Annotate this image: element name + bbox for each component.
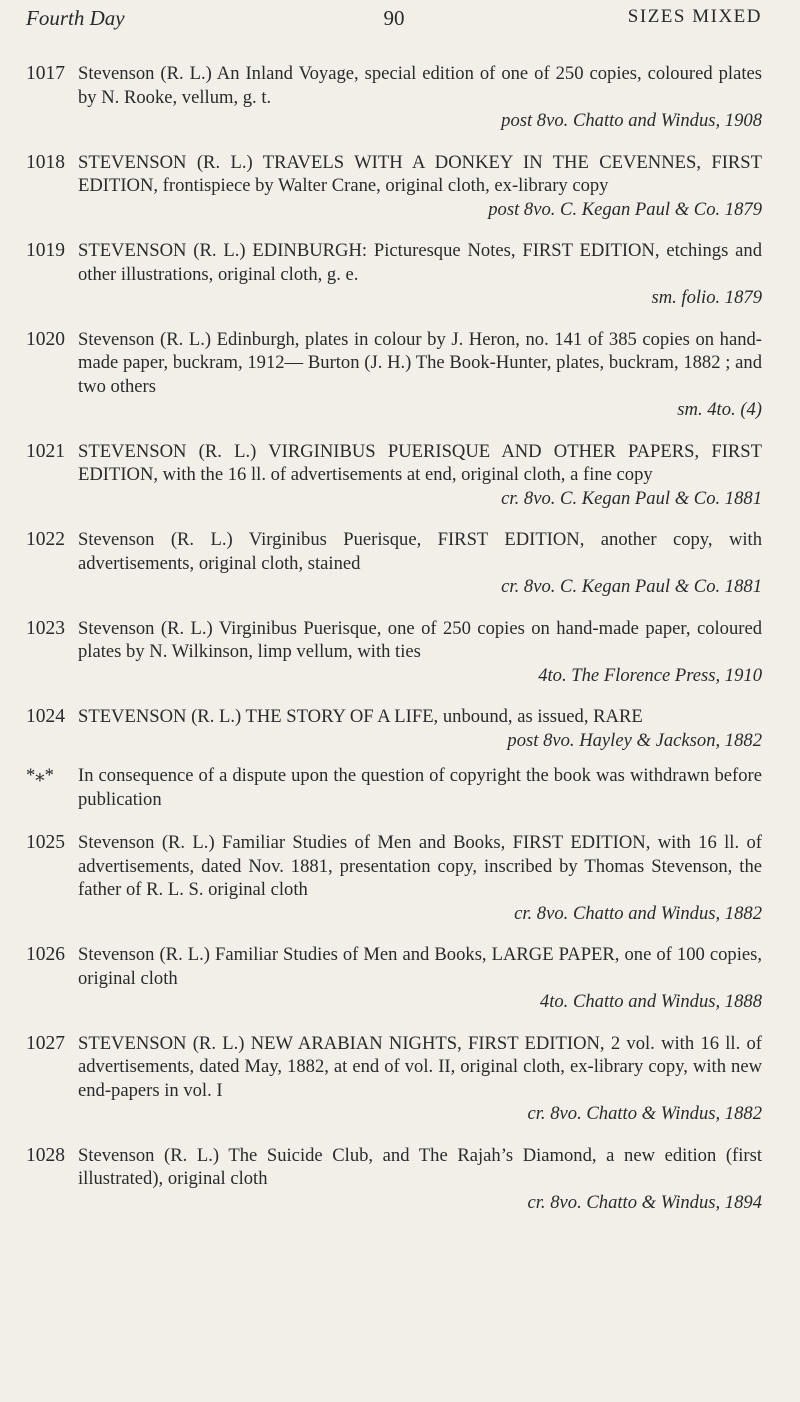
lot-number: 1020 xyxy=(26,328,65,350)
lot-1022 xyxy=(26,528,762,599)
lot-description: STEVENSON (R. L.) THE STORY OF A LIFE, unbound, as issued, RARE xyxy=(78,706,643,727)
lot-number: 1018 xyxy=(26,151,65,173)
lot-description: Stevenson (R. L.) Virginibus Puerisque, one of 250 copies on hand-made paper, coloured plates by N. Wilkinson, limp vellum, with ties xyxy=(78,617,762,662)
lot-imprint: cr. 8vo. Chatto & Windus, 1894 xyxy=(527,1191,762,1213)
lot-description: Stevenson (R. L.) Familiar Studies of Men and Books, FIRST EDITION, with 16 ll. of advertisements, dated Nov. 1881, presentation copy, inscribed by Thomas Stevenson, the father of R. L. S. original cloth xyxy=(78,832,762,900)
lot-number: 1026 xyxy=(26,944,65,965)
lot-description: Stevenson (R. L.) Familiar Studies of Men and Books, LARGE PAPER, one of 100 copies, original cloth xyxy=(78,944,762,989)
lot-imprint: 4to. The Florence Press, 1910 xyxy=(538,664,762,686)
lot-number: 1024 xyxy=(26,706,65,727)
lot-number: 1022 xyxy=(26,529,65,550)
lot-1020 xyxy=(26,328,762,422)
footnote xyxy=(26,764,762,811)
header-section: SIZES MIXED xyxy=(627,6,762,27)
lot-imprint: post 8vo. C. Kegan Paul & Co. 1879 xyxy=(488,198,762,220)
lot-description: Stevenson (R. L.) The Suicide Club, and The Rajah’s Diamond, a new edition (first illustrated), original cloth xyxy=(78,1144,762,1189)
lot-number: 1017 xyxy=(26,63,65,84)
lot-imprint: post 8vo. Chatto and Windus, 1908 xyxy=(501,110,762,131)
footnote-text: In consequence of a dispute upon the question of copyright the book was withdrawn before publication xyxy=(78,765,762,810)
lot-description: Stevenson (R. L.) Virginibus Puerisque, FIRST EDITION, another copy, with advertisements, original cloth, stained xyxy=(78,529,762,574)
lot-1019 xyxy=(26,239,762,310)
lot-imprint: sm. 4to. (4) xyxy=(677,399,762,420)
lot-1024 xyxy=(26,705,762,752)
lot-1027 xyxy=(26,1032,762,1126)
lot-description: Stevenson (R. L.) An Inland Voyage, special edition of one of 250 copies, coloured plates by N. Rooke, vellum, g. t. xyxy=(78,63,762,108)
asterism-mark: *⁎* xyxy=(26,765,54,786)
lot-imprint: post 8vo. Hayley & Jackson, 1882 xyxy=(507,729,762,751)
lot-1017 xyxy=(26,62,762,133)
lot-imprint: cr. 8vo. C. Kegan Paul & Co. 1881 xyxy=(501,576,762,597)
lot-number: 1027 xyxy=(26,1032,65,1054)
lot-imprint: 4to. Chatto and Windus, 1888 xyxy=(539,991,762,1012)
lot-imprint: sm. folio. 1879 xyxy=(651,287,762,308)
lot-1028 xyxy=(26,1144,762,1215)
lot-number: 1025 xyxy=(26,832,65,853)
lot-number: 1028 xyxy=(26,1144,65,1166)
lot-1026 xyxy=(26,943,762,1014)
lot-1025 xyxy=(26,831,762,925)
lot-description: STEVENSON (R. L.) NEW ARABIAN NIGHTS, FIRST EDITION, 2 vol. with 16 ll. of advertisements, dated May, 1882, at end of vol. II, original cloth, ex-library copy, with new end-papers in vol. I xyxy=(78,1032,762,1101)
header-day: Fourth Day xyxy=(26,6,125,30)
lot-list xyxy=(26,62,762,1214)
lot-1018 xyxy=(26,151,762,222)
lot-1021 xyxy=(26,440,762,511)
lot-imprint: cr. 8vo. C. Kegan Paul & Co. 1881 xyxy=(501,487,762,509)
lot-number: 1019 xyxy=(26,240,65,261)
page-header xyxy=(26,0,762,40)
lot-description: Stevenson (R. L.) Edinburgh, plates in colour by J. Heron, no. 141 of 385 copies on hand-made paper, buckram, 1912— Burton (J. H.) The Book-Hunter, plates, buckram, 1882 ; and two others xyxy=(78,328,762,397)
lot-1023 xyxy=(26,617,762,688)
lot-imprint: cr. 8vo. Chatto & Windus, 1882 xyxy=(527,1103,762,1124)
lot-number: 1023 xyxy=(26,617,65,639)
lot-description: STEVENSON (R. L.) TRAVELS WITH A DONKEY IN THE CEVENNES, FIRST EDITION, frontispiece by Walter Crane, original cloth, ex-library copy xyxy=(78,151,762,196)
page-number: 90 xyxy=(383,6,405,30)
lot-number: 1021 xyxy=(26,440,65,462)
lot-description: STEVENSON (R. L.) EDINBURGH: Picturesque Notes, FIRST EDITION, etchings and other illustrations, original cloth, g. e. xyxy=(78,240,762,285)
lot-description: STEVENSON (R. L.) VIRGINIBUS PUERISQUE AND OTHER PAPERS, FIRST EDITION, with the 16 ll. of advertisements at end, original cloth, a fine copy xyxy=(78,440,762,485)
lot-imprint: cr. 8vo. Chatto and Windus, 1882 xyxy=(514,902,762,924)
